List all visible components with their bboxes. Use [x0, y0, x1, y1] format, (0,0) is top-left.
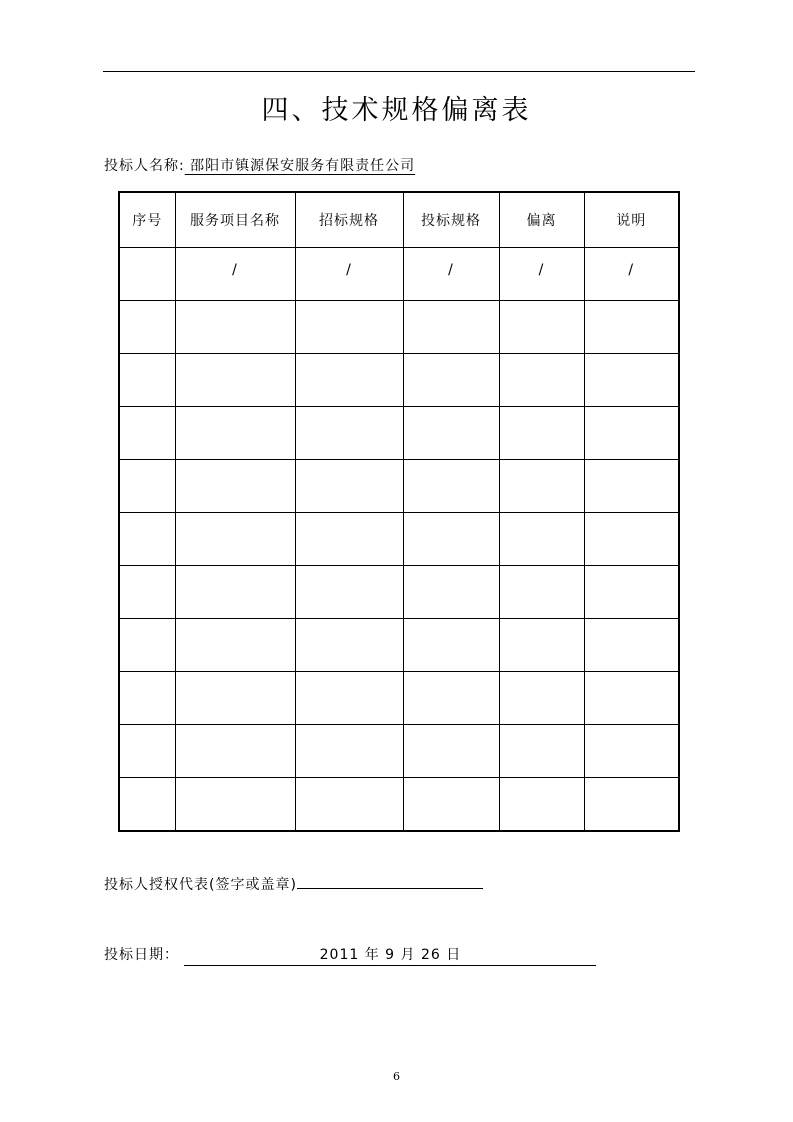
table-cell — [584, 407, 679, 460]
table-cell — [403, 354, 499, 407]
table-cell — [403, 672, 499, 725]
bidder-name-value: 邵阳市镇源保安服务有限责任公司 — [184, 158, 416, 174]
table-cell — [295, 619, 403, 672]
table-row — [119, 778, 679, 832]
table-cell — [499, 778, 584, 832]
table-cell — [119, 460, 175, 513]
table-cell — [119, 513, 175, 566]
header-cell-index: 序号 — [119, 192, 175, 248]
table-cell — [403, 460, 499, 513]
table-cell — [119, 619, 175, 672]
deviation-table — [118, 191, 680, 832]
table-cell: / — [403, 248, 499, 301]
table-cell — [584, 566, 679, 619]
table-cell — [295, 354, 403, 407]
header-cell-tender-spec: 招标规格 — [295, 192, 403, 248]
table-row — [119, 619, 679, 672]
table-cell — [175, 725, 295, 778]
table-cell — [119, 407, 175, 460]
table-cell — [403, 513, 499, 566]
table-cell — [119, 301, 175, 354]
table-cell — [295, 301, 403, 354]
table-cell — [584, 354, 679, 407]
table-cell — [175, 672, 295, 725]
table-cell — [403, 407, 499, 460]
table-row — [119, 672, 679, 725]
table-cell — [499, 566, 584, 619]
bid-date-line — [104, 944, 596, 966]
table-row — [119, 301, 679, 354]
table-cell — [584, 460, 679, 513]
table-cell — [119, 354, 175, 407]
table-cell — [175, 566, 295, 619]
table-cell — [403, 301, 499, 354]
table-cell — [175, 407, 295, 460]
header-cell-bid-spec: 投标规格 — [403, 192, 499, 248]
table-cell — [175, 460, 295, 513]
header-rule — [103, 71, 695, 72]
table-cell — [584, 725, 679, 778]
table-cell — [119, 248, 175, 301]
table-cell — [499, 672, 584, 725]
table-cell — [295, 778, 403, 832]
table-cell — [584, 301, 679, 354]
table-cell — [499, 513, 584, 566]
table-header-row — [119, 192, 679, 248]
table-cell — [119, 725, 175, 778]
table-cell — [295, 513, 403, 566]
signature-blank — [297, 874, 483, 889]
table-cell — [119, 566, 175, 619]
table-cell — [499, 354, 584, 407]
table-row — [119, 513, 679, 566]
table-cell — [403, 778, 499, 832]
table-cell: / — [499, 248, 584, 301]
table-cell — [175, 619, 295, 672]
table-cell — [499, 460, 584, 513]
table-cell — [499, 301, 584, 354]
header-cell-remarks: 说明 — [584, 192, 679, 248]
page-title: 四、技术规格偏离表 — [261, 95, 532, 126]
table-row — [119, 566, 679, 619]
bidder-name-label: 投标人名称: — [104, 158, 185, 174]
table-cell — [295, 672, 403, 725]
table-cell — [499, 407, 584, 460]
table-row — [119, 407, 679, 460]
page-number: 6 — [393, 1070, 400, 1083]
authorized-signature-line — [104, 874, 483, 894]
header-cell-deviation: 偏离 — [499, 192, 584, 248]
table-cell: / — [584, 248, 679, 301]
bid-date-label: 投标日期： — [104, 947, 179, 963]
table-cell — [119, 778, 175, 832]
table-cell — [584, 619, 679, 672]
table-cell — [584, 778, 679, 832]
table-cell — [499, 619, 584, 672]
table-cell — [403, 725, 499, 778]
table-cell — [175, 778, 295, 832]
table-cell — [403, 566, 499, 619]
table-cell — [119, 672, 175, 725]
table-cell — [584, 513, 679, 566]
table-cell — [499, 725, 584, 778]
signature-label: 投标人授权代表(签字或盖章) — [104, 877, 297, 893]
table-cell — [295, 460, 403, 513]
table-cell: / — [175, 248, 295, 301]
table-row — [119, 248, 679, 301]
bid-date-value: 2011 年 9 月 26 日 — [184, 944, 596, 966]
table-cell — [175, 513, 295, 566]
table-cell: / — [295, 248, 403, 301]
table-cell — [175, 354, 295, 407]
table-row — [119, 725, 679, 778]
table-cell — [295, 407, 403, 460]
table-row — [119, 460, 679, 513]
table-cell — [584, 672, 679, 725]
table-cell — [295, 725, 403, 778]
table-cell — [403, 619, 499, 672]
bidder-name-line — [104, 155, 415, 175]
table-cell — [295, 566, 403, 619]
table-row — [119, 354, 679, 407]
table-cell — [175, 301, 295, 354]
header-cell-service-name: 服务项目名称 — [175, 192, 295, 248]
